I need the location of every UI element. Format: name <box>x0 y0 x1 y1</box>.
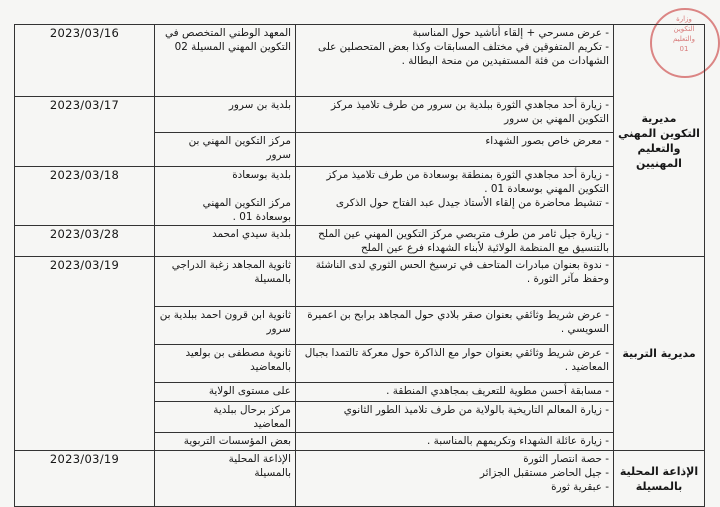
text-line: بالمعاضيد <box>250 361 291 373</box>
date-cell: 2023/03/19 <box>15 257 155 451</box>
table-row <box>15 451 705 507</box>
activity-cell <box>296 133 614 167</box>
seal-lettering: وزارة التكوين والتعليم 01 <box>672 15 696 53</box>
activity-cell <box>296 167 614 226</box>
text-line <box>159 182 291 196</box>
text-line: بوسعادة 01 . <box>232 211 291 223</box>
activity-cell <box>296 451 614 507</box>
date-cell: 2023/03/16 <box>15 25 155 97</box>
text-line: بلدية بوسعادة <box>232 169 291 181</box>
organization-cell <box>614 257 705 451</box>
text-line: ثانوية ابن قرون احمد ببلدية بن <box>159 309 291 321</box>
text-line: - جيل الحاضر مستقبل الجزائر <box>479 467 609 479</box>
organization-cell <box>614 451 705 507</box>
text-line: - عبقرية ثورة <box>551 481 609 493</box>
text-line: - زيارة جيل ثامر من طرف متربصي مركز التكوين المهني عين الملح بالتنسيق مع المنظمة الولائية لأبناء الشهداء فرع عين الملح <box>318 228 609 254</box>
activity-cell <box>296 257 614 307</box>
text-line: - تكريم المتفوقين في مختلف المسابقات وكذا بعض المتحصلين على الشهادات من فئة المستفيدين من منحة البطالة . <box>318 41 609 67</box>
table-row <box>15 97 705 133</box>
text-line: مركز برحال ببلدية <box>213 404 291 416</box>
text-line: الإذاعة المحلية <box>619 464 699 478</box>
text-line: مديرية التربية <box>622 347 696 360</box>
text-line: - ندوة بعنوان مبادرات المتاحف في ترسيخ الحس الثوري لدى الناشئة وحفظ مآثر الثورة . <box>315 259 609 285</box>
table-row <box>15 25 705 97</box>
text-line: بالمسيلة <box>254 273 291 285</box>
text-line: المعاضيد <box>253 418 291 430</box>
text-line: - عرض مسرحي + إلقاء أناشيد حول المناسبة <box>412 27 609 39</box>
text-line: سرور <box>266 323 291 335</box>
text-line: - عرض شريط وثائقي بعنوان صقر بلادي حول المجاهد برابح بن اعميرة السويسي . <box>307 309 609 335</box>
text-line: سرور <box>266 149 291 161</box>
place-cell <box>155 25 296 97</box>
text-line: بالمسيلة <box>254 467 291 479</box>
place-cell <box>155 451 296 507</box>
text-line: ثانوية المجاهد زغبة الدراجي <box>171 259 291 271</box>
text-line: ثانوية مصطفى بن بولعيد <box>185 347 291 359</box>
place-cell <box>155 307 296 345</box>
place-cell <box>155 402 296 433</box>
activity-cell <box>296 345 614 383</box>
activity-cell <box>296 307 614 345</box>
table-row <box>15 226 705 257</box>
text-line: مركز التكوين المهني بن <box>188 135 291 147</box>
text-line: بعض المؤسسات التربوية <box>183 435 291 447</box>
place-cell <box>155 226 296 257</box>
text-line: التكوين المهني المسيلة 02 <box>174 41 291 53</box>
place-cell <box>155 345 296 383</box>
text-line: - زيارة أحد مجاهدي الثورة ببلدية بن سرور من طرف تلاميذ مركز التكوين المهني بن سرور <box>330 99 609 125</box>
text-line: - عرض شريط وثائقي بعنوان حوار مع الذاكرة حول معركة تالتمدا بجبال المعاضيد . <box>304 347 609 373</box>
text-line: التكوين المهني <box>618 126 700 140</box>
activity-cell <box>296 25 614 97</box>
organization-cell <box>614 25 705 257</box>
place-cell <box>155 433 296 451</box>
date-cell: 2023/03/19 <box>15 451 155 507</box>
text-line: الإذاعة المحلية <box>228 453 291 465</box>
text-line: - تنشيط محاضرة من إلقاء الأستاذ جيدل عبد الفتاح حول الذكرى <box>335 197 609 209</box>
date-cell: 2023/03/28 <box>15 226 155 257</box>
text-line: مركز التكوين المهني <box>202 197 291 209</box>
text-line: بلدية سيدي امحمد <box>212 228 291 240</box>
text-line: المعهد الوطني المتخصص في <box>165 27 291 39</box>
text-line: - مسابقة أحسن مطوية للتعريف بمجاهدي المنطقة . <box>386 385 609 397</box>
place-cell <box>155 383 296 402</box>
activity-cell <box>296 226 614 257</box>
table-row <box>15 257 705 307</box>
activity-cell <box>296 383 614 402</box>
text-line: - زيارة أحد مجاهدي الثورة بمنطقة بوسعادة من طرف تلاميذ مركز التكوين المهني بوسعادة 01 . <box>326 169 609 195</box>
activity-cell <box>296 402 614 433</box>
text-line: - زيارة عائلة الشهداء وتكريمهم بالمناسبة . <box>427 435 609 447</box>
activity-cell <box>296 97 614 133</box>
place-cell <box>155 167 296 226</box>
text-line: بالمسيلة <box>635 479 683 493</box>
text-line: والتعليم المهنيين <box>636 141 682 170</box>
activities-table <box>14 24 705 507</box>
place-cell <box>155 97 296 133</box>
date-cell: 2023/03/17 <box>15 97 155 167</box>
text-line: - حصة انتصار الثورة <box>523 453 609 465</box>
text-line: بلدية بن سرور <box>228 99 291 111</box>
text-line: - زيارة المعالم التاريخية بالولاية من طرف تلاميذ الطور الثانوي <box>343 404 609 416</box>
activity-cell <box>296 433 614 451</box>
table-row <box>15 167 705 226</box>
text-line: على مستوى الولاية <box>208 385 291 397</box>
text-line: - معرض خاص بصور الشهداء <box>485 135 609 147</box>
date-cell: 2023/03/18 <box>15 167 155 226</box>
text-line: مديرية <box>641 111 677 125</box>
place-cell <box>155 133 296 167</box>
place-cell <box>155 257 296 307</box>
